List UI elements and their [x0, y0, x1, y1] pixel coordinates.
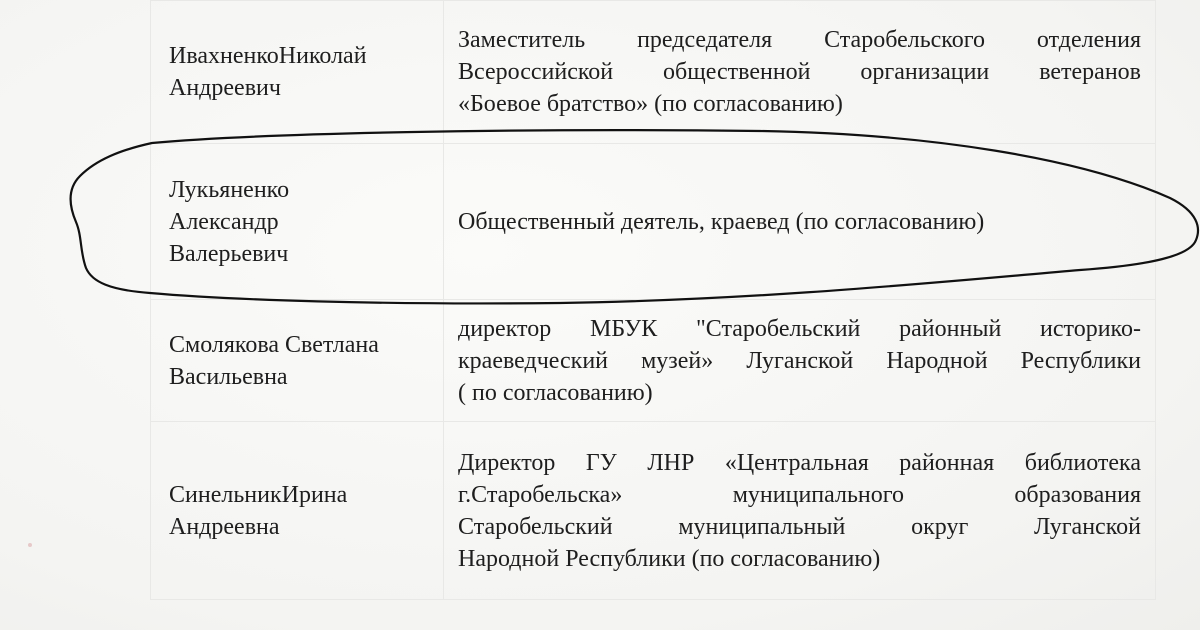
member-role-line: директор МБУК "Старобельский районный историко- [458, 315, 1141, 342]
member-role-line: г.Старобельска» муниципального образования [458, 481, 1141, 508]
name-word: Синельник [169, 481, 282, 508]
table-row [151, 144, 1156, 300]
member-role-line: ( по согласованию) [458, 379, 653, 406]
name-word: Николай [278, 43, 367, 69]
member-name-cell [151, 144, 444, 300]
member-role-line: Заместитель председателя Старобельского отделения [458, 27, 1141, 53]
table-row [151, 422, 1156, 600]
paper-speck [28, 543, 32, 547]
member-name-line [169, 479, 431, 511]
member-role-cell [444, 144, 1156, 300]
member-name-cell [151, 300, 444, 422]
table-row [151, 300, 1156, 422]
member-role-cell [444, 422, 1156, 600]
member-name-cell [151, 422, 444, 600]
member-role-line: Общественный деятель, краевед (по согласованию) [458, 208, 985, 235]
member-role-line: краеведческий музей» Луганской Народной Республики [458, 347, 1141, 374]
member-name-cell [151, 1, 444, 144]
member-name-line: Андреевна [169, 513, 280, 540]
member-name-line: Смолякова Светлана [169, 331, 379, 358]
member-name-line: Валерьевич [169, 240, 289, 267]
member-role-cell [444, 1, 1156, 144]
member-role-line: Директор ГУ ЛНР «Центральная районная библиотека [458, 449, 1141, 476]
name-word: Ирина [281, 481, 348, 508]
member-role-line: Старобельский муниципальный округ Луганской [458, 513, 1141, 540]
members-table [150, 0, 1156, 600]
member-name-line: Лукьяненко [169, 176, 290, 203]
member-role-cell [444, 300, 1156, 422]
member-name-line: Александр [169, 208, 279, 235]
member-role-line: Народной Республики (по согласованию) [458, 545, 881, 572]
member-name-line: Васильевна [169, 363, 288, 390]
member-name-line: Андреевич [169, 75, 281, 101]
table-row [151, 1, 1156, 144]
member-name-line [169, 40, 431, 72]
name-word: Ивахненко [169, 43, 279, 69]
member-role-line: Всероссийской общественной организации ветеранов [458, 59, 1141, 85]
member-role-line: «Боевое братство» (по согласованию) [458, 91, 843, 117]
